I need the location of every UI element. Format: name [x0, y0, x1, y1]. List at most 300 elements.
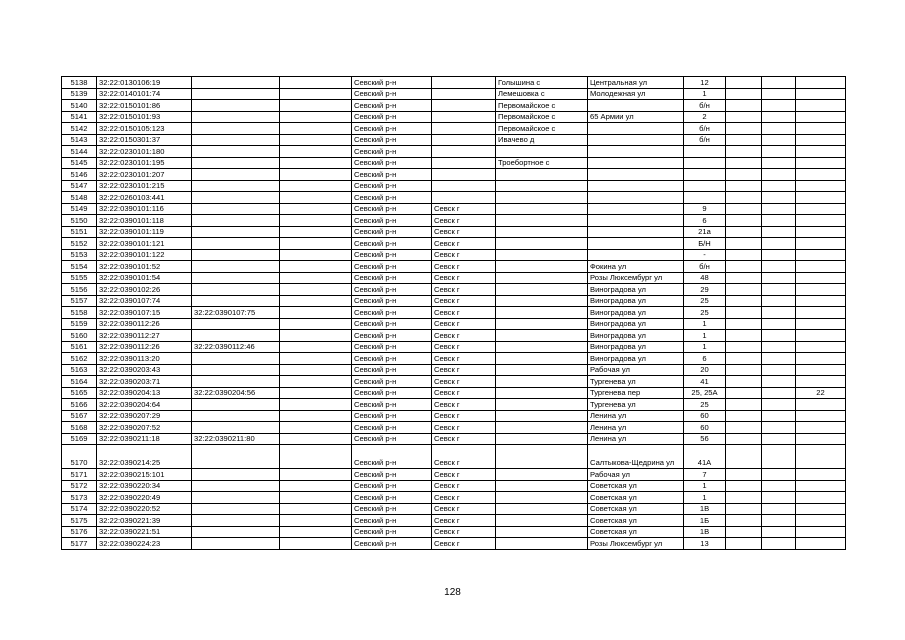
- empty-cell: [762, 295, 796, 307]
- empty-cell: [726, 146, 762, 158]
- cadastral-number-cell: 32:22:0390102:26: [97, 284, 192, 296]
- street-cell: Розы Люксембург ул: [588, 538, 684, 550]
- linked-cadastral-number-cell: [192, 503, 280, 515]
- empty-cell: [762, 469, 796, 481]
- cadastral-number-cell: 32:22:0390220:49: [97, 492, 192, 504]
- street-cell: Советская ул: [588, 515, 684, 527]
- locality-cell: [496, 330, 588, 342]
- empty-cell: [762, 376, 796, 388]
- empty-cell: [280, 469, 352, 481]
- street-cell: [588, 157, 684, 169]
- empty-cell: [726, 399, 762, 411]
- empty-cell: [726, 295, 762, 307]
- row-number-cell: 5160: [62, 330, 97, 342]
- empty-cell: [762, 318, 796, 330]
- city-cell: Севск г: [432, 203, 496, 215]
- empty-cell: [726, 249, 762, 261]
- empty-cell: [762, 364, 796, 376]
- city-cell: Севск г: [432, 399, 496, 411]
- cadastral-number-cell: 32:22:0230101:195: [97, 157, 192, 169]
- empty-cell: [762, 387, 796, 399]
- empty-cell: [280, 387, 352, 399]
- locality-cell: [496, 307, 588, 319]
- city-cell: [432, 192, 496, 204]
- district-cell: Севский р-н: [352, 492, 432, 504]
- locality-cell: [496, 353, 588, 365]
- empty-cell: [762, 307, 796, 319]
- cadastral-number-cell: 32:22:0390113:20: [97, 353, 192, 365]
- extra-value-cell: [796, 353, 846, 365]
- row-number-cell: 5171: [62, 469, 97, 481]
- empty-cell: [280, 226, 352, 238]
- empty-cell: [280, 376, 352, 388]
- linked-cadastral-number-cell: [192, 111, 280, 123]
- district-cell: Севский р-н: [352, 410, 432, 422]
- city-cell: [432, 157, 496, 169]
- city-cell: Севск г: [432, 284, 496, 296]
- empty-cell: [726, 77, 762, 89]
- district-cell: Севский р-н: [352, 364, 432, 376]
- house-number-cell: 1: [684, 341, 726, 353]
- empty-cell: [280, 526, 352, 538]
- linked-cadastral-number-cell: [192, 469, 280, 481]
- house-number-cell: 9: [684, 203, 726, 215]
- locality-cell: [496, 249, 588, 261]
- street-cell: [588, 146, 684, 158]
- row-number-cell: 5175: [62, 515, 97, 527]
- city-cell: Севск г: [432, 318, 496, 330]
- city-cell: Севск г: [432, 538, 496, 550]
- house-number-cell: 25: [684, 295, 726, 307]
- district-cell: Севский р-н: [352, 538, 432, 550]
- empty-cell: [762, 111, 796, 123]
- empty-cell: [726, 469, 762, 481]
- locality-cell: [496, 203, 588, 215]
- table-row: [62, 341, 846, 353]
- empty-cell: [762, 146, 796, 158]
- cadastral-number-cell: 32:22:0390101:119: [97, 226, 192, 238]
- city-cell: Севск г: [432, 307, 496, 319]
- table-row: [62, 238, 846, 250]
- row-number-cell: 5157: [62, 295, 97, 307]
- linked-cadastral-number-cell: [192, 169, 280, 181]
- extra-value-cell: [796, 422, 846, 434]
- cadastral-number-cell: 32:22:0140101:74: [97, 88, 192, 100]
- street-cell: [588, 180, 684, 192]
- cadastral-number-cell: 32:22:0390204:13: [97, 387, 192, 399]
- table-row: [62, 503, 846, 515]
- empty-cell: [762, 538, 796, 550]
- district-cell: Севский р-н: [352, 134, 432, 146]
- city-cell: [432, 180, 496, 192]
- city-cell: Севск г: [432, 341, 496, 353]
- cadastral-number-cell: 32:22:0130106:19: [97, 77, 192, 89]
- cadastral-number-cell: 32:22:0390204:64: [97, 399, 192, 411]
- row-number-cell: 5155: [62, 272, 97, 284]
- cadastral-number-cell: 32:22:0390101:54: [97, 272, 192, 284]
- linked-cadastral-number-cell: [192, 284, 280, 296]
- empty-cell: [762, 123, 796, 135]
- empty-cell: [280, 272, 352, 284]
- city-cell: [432, 111, 496, 123]
- table-row: [62, 318, 846, 330]
- house-number-cell: 1: [684, 492, 726, 504]
- extra-value-cell: [796, 480, 846, 492]
- table-row: [62, 203, 846, 215]
- empty-cell: [762, 249, 796, 261]
- city-cell: Севск г: [432, 387, 496, 399]
- empty-cell: [280, 307, 352, 319]
- row-number-cell: 5161: [62, 341, 97, 353]
- locality-cell: [496, 146, 588, 158]
- empty-cell: [280, 169, 352, 181]
- linked-cadastral-number-cell: [192, 261, 280, 273]
- city-cell: Севск г: [432, 469, 496, 481]
- house-number-cell: [684, 157, 726, 169]
- locality-cell: [496, 364, 588, 376]
- linked-cadastral-number-cell: [192, 215, 280, 227]
- linked-cadastral-number-cell: [192, 376, 280, 388]
- row-number-cell: 5176: [62, 526, 97, 538]
- row-number-cell: 5142: [62, 123, 97, 135]
- empty-cell: [762, 330, 796, 342]
- extra-value-cell: [796, 295, 846, 307]
- row-number-cell: 5149: [62, 203, 97, 215]
- house-number-cell: [684, 192, 726, 204]
- cadastral-number-cell: 32:22:0390101:118: [97, 215, 192, 227]
- empty-cell: [280, 192, 352, 204]
- row-number-cell: 5172: [62, 480, 97, 492]
- empty-cell: [280, 515, 352, 527]
- extra-value-cell: [796, 111, 846, 123]
- table-row: [62, 111, 846, 123]
- house-number-cell: б/н: [684, 261, 726, 273]
- street-cell: Советская ул: [588, 503, 684, 515]
- district-cell: Севский р-н: [352, 169, 432, 181]
- street-cell: Виноградова ул: [588, 284, 684, 296]
- linked-cadastral-number-cell: [192, 318, 280, 330]
- extra-value-cell: [796, 226, 846, 238]
- table-row: [62, 146, 846, 158]
- cadastral-number-cell: 32:22:0390101:116: [97, 203, 192, 215]
- table-row: [62, 330, 846, 342]
- table-row: [62, 307, 846, 319]
- empty-cell: [762, 445, 796, 469]
- empty-cell: [762, 157, 796, 169]
- row-number-cell: 5140: [62, 100, 97, 112]
- extra-value-cell: [796, 203, 846, 215]
- city-cell: Севск г: [432, 422, 496, 434]
- cadastral-number-cell: 32:22:0390101:122: [97, 249, 192, 261]
- empty-cell: [726, 134, 762, 146]
- table-row: [62, 480, 846, 492]
- linked-cadastral-number-cell: [192, 492, 280, 504]
- street-cell: Тургенева ул: [588, 399, 684, 411]
- extra-value-cell: [796, 341, 846, 353]
- locality-cell: [496, 192, 588, 204]
- street-cell: [588, 192, 684, 204]
- empty-cell: [280, 77, 352, 89]
- house-number-cell: 60: [684, 410, 726, 422]
- street-cell: Виноградова ул: [588, 341, 684, 353]
- linked-cadastral-number-cell: [192, 480, 280, 492]
- empty-cell: [762, 526, 796, 538]
- locality-cell: [496, 261, 588, 273]
- locality-cell: Первомайское с: [496, 123, 588, 135]
- city-cell: Севск г: [432, 226, 496, 238]
- empty-cell: [726, 203, 762, 215]
- house-number-cell: 60: [684, 422, 726, 434]
- street-cell: Ленина ул: [588, 433, 684, 445]
- empty-cell: [280, 318, 352, 330]
- house-number-cell: 41: [684, 376, 726, 388]
- district-cell: Севский р-н: [352, 376, 432, 388]
- extra-value-cell: [796, 538, 846, 550]
- empty-cell: [726, 503, 762, 515]
- street-cell: Виноградова ул: [588, 330, 684, 342]
- city-cell: Севск г: [432, 249, 496, 261]
- linked-cadastral-number-cell: [192, 249, 280, 261]
- row-number-cell: 5141: [62, 111, 97, 123]
- district-cell: Севский р-н: [352, 399, 432, 411]
- district-cell: Севский р-н: [352, 330, 432, 342]
- empty-cell: [280, 492, 352, 504]
- extra-value-cell: [796, 88, 846, 100]
- street-cell: [588, 249, 684, 261]
- city-cell: [432, 88, 496, 100]
- street-cell: [588, 226, 684, 238]
- empty-cell: [762, 169, 796, 181]
- locality-cell: [496, 284, 588, 296]
- extra-value-cell: [796, 469, 846, 481]
- table-row: [62, 284, 846, 296]
- house-number-cell: 13: [684, 538, 726, 550]
- table-row: [62, 77, 846, 89]
- district-cell: Севский р-н: [352, 272, 432, 284]
- table-row: [62, 445, 846, 469]
- locality-cell: [496, 169, 588, 181]
- locality-cell: [496, 180, 588, 192]
- street-cell: Виноградова ул: [588, 307, 684, 319]
- extra-value-cell: [796, 100, 846, 112]
- empty-cell: [280, 123, 352, 135]
- empty-cell: [726, 364, 762, 376]
- empty-cell: [726, 410, 762, 422]
- house-number-cell: б/н: [684, 100, 726, 112]
- linked-cadastral-number-cell: [192, 364, 280, 376]
- linked-cadastral-number-cell: [192, 134, 280, 146]
- locality-cell: [496, 295, 588, 307]
- street-cell: [588, 203, 684, 215]
- empty-cell: [726, 433, 762, 445]
- empty-cell: [726, 261, 762, 273]
- district-cell: Севский р-н: [352, 307, 432, 319]
- extra-value-cell: [796, 77, 846, 89]
- row-number-cell: 5138: [62, 77, 97, 89]
- cadastral-number-cell: 32:22:0390107:15: [97, 307, 192, 319]
- empty-cell: [762, 192, 796, 204]
- empty-cell: [726, 180, 762, 192]
- row-number-cell: 5152: [62, 238, 97, 250]
- empty-cell: [726, 169, 762, 181]
- linked-cadastral-number-cell: 32:22:0390204:56: [192, 387, 280, 399]
- empty-cell: [726, 284, 762, 296]
- cadastral-number-cell: 32:22:0390220:34: [97, 480, 192, 492]
- house-number-cell: б/н: [684, 123, 726, 135]
- district-cell: Севский р-н: [352, 387, 432, 399]
- house-number-cell: [684, 146, 726, 158]
- city-cell: [432, 146, 496, 158]
- table-row: [62, 261, 846, 273]
- empty-cell: [726, 538, 762, 550]
- city-cell: Севск г: [432, 353, 496, 365]
- house-number-cell: 20: [684, 364, 726, 376]
- table-row: [62, 123, 846, 135]
- row-number-cell: 5168: [62, 422, 97, 434]
- row-number-cell: 5174: [62, 503, 97, 515]
- locality-cell: [496, 445, 588, 469]
- linked-cadastral-number-cell: [192, 180, 280, 192]
- district-cell: Севский р-н: [352, 215, 432, 227]
- empty-cell: [726, 376, 762, 388]
- linked-cadastral-number-cell: [192, 238, 280, 250]
- linked-cadastral-number-cell: [192, 295, 280, 307]
- linked-cadastral-number-cell: [192, 422, 280, 434]
- street-cell: Советская ул: [588, 492, 684, 504]
- cadastral-number-cell: 32:22:0390112:26: [97, 341, 192, 353]
- empty-cell: [280, 433, 352, 445]
- extra-value-cell: [796, 146, 846, 158]
- empty-cell: [726, 215, 762, 227]
- empty-cell: [280, 422, 352, 434]
- empty-cell: [762, 215, 796, 227]
- district-cell: Севский р-н: [352, 203, 432, 215]
- house-number-cell: 1: [684, 330, 726, 342]
- district-cell: Севский р-н: [352, 100, 432, 112]
- cadastral-number-cell: 32:22:0390224:23: [97, 538, 192, 550]
- district-cell: Севский р-н: [352, 422, 432, 434]
- street-cell: Рабочая ул: [588, 364, 684, 376]
- linked-cadastral-number-cell: [192, 100, 280, 112]
- linked-cadastral-number-cell: 32:22:0390211:80: [192, 433, 280, 445]
- cadastral-number-cell: 32:22:0390211:18: [97, 433, 192, 445]
- cadastral-number-cell: 32:22:0260103:441: [97, 192, 192, 204]
- district-cell: Севский р-н: [352, 261, 432, 273]
- empty-cell: [280, 100, 352, 112]
- cadastral-number-cell: 32:22:0390107:74: [97, 295, 192, 307]
- extra-value-cell: [796, 515, 846, 527]
- empty-cell: [280, 249, 352, 261]
- linked-cadastral-number-cell: [192, 272, 280, 284]
- city-cell: Севск г: [432, 272, 496, 284]
- table-row: [62, 100, 846, 112]
- extra-value-cell: [796, 215, 846, 227]
- extra-value-cell: [796, 169, 846, 181]
- empty-cell: [726, 192, 762, 204]
- cadastral-number-cell: 32:22:0230101:215: [97, 180, 192, 192]
- extra-value-cell: [796, 399, 846, 411]
- street-cell: Ленина ул: [588, 422, 684, 434]
- city-cell: Севск г: [432, 410, 496, 422]
- empty-cell: [726, 157, 762, 169]
- city-cell: Севск г: [432, 364, 496, 376]
- extra-value-cell: [796, 192, 846, 204]
- cadastral-number-cell: 32:22:0230101:207: [97, 169, 192, 181]
- locality-cell: Первомайское с: [496, 100, 588, 112]
- table-row: [62, 515, 846, 527]
- locality-cell: [496, 422, 588, 434]
- page-number: 128: [444, 587, 461, 598]
- district-cell: Севский р-н: [352, 284, 432, 296]
- table-row: [62, 88, 846, 100]
- linked-cadastral-number-cell: [192, 538, 280, 550]
- extra-value-cell: [796, 123, 846, 135]
- empty-cell: [726, 387, 762, 399]
- empty-cell: [762, 341, 796, 353]
- empty-cell: [726, 492, 762, 504]
- cadastral-number-cell: 32:22:0390221:39: [97, 515, 192, 527]
- extra-value-cell: [796, 410, 846, 422]
- city-cell: Севск г: [432, 433, 496, 445]
- linked-cadastral-number-cell: [192, 330, 280, 342]
- house-number-cell: 12: [684, 77, 726, 89]
- table-row: [62, 192, 846, 204]
- district-cell: Севский р-н: [352, 515, 432, 527]
- locality-cell: [496, 433, 588, 445]
- district-cell: Севский р-н: [352, 318, 432, 330]
- extra-value-cell: [796, 330, 846, 342]
- extra-value-cell: 22: [796, 387, 846, 399]
- empty-cell: [726, 111, 762, 123]
- empty-cell: [762, 480, 796, 492]
- empty-cell: [726, 330, 762, 342]
- house-number-cell: 29: [684, 284, 726, 296]
- table-row: [62, 226, 846, 238]
- house-number-cell: 21а: [684, 226, 726, 238]
- empty-cell: [726, 88, 762, 100]
- district-cell: Севский р-н: [352, 480, 432, 492]
- empty-cell: [280, 203, 352, 215]
- house-number-cell: 48: [684, 272, 726, 284]
- row-number-cell: 5147: [62, 180, 97, 192]
- cadastral-number-cell: 32:22:0150101:86: [97, 100, 192, 112]
- empty-cell: [280, 238, 352, 250]
- empty-cell: [762, 226, 796, 238]
- city-cell: Севск г: [432, 480, 496, 492]
- extra-value-cell: [796, 249, 846, 261]
- house-number-cell: Б/Н: [684, 238, 726, 250]
- extra-value-cell: [796, 376, 846, 388]
- locality-cell: [496, 526, 588, 538]
- empty-cell: [280, 399, 352, 411]
- empty-cell: [280, 353, 352, 365]
- locality-cell: [496, 387, 588, 399]
- empty-cell: [280, 284, 352, 296]
- empty-cell: [280, 503, 352, 515]
- table-row: [62, 538, 846, 550]
- row-number-cell: 5139: [62, 88, 97, 100]
- city-cell: [432, 169, 496, 181]
- empty-cell: [726, 318, 762, 330]
- city-cell: Севск г: [432, 503, 496, 515]
- table-row: [62, 169, 846, 181]
- city-cell: Севск г: [432, 526, 496, 538]
- table-row: [62, 180, 846, 192]
- linked-cadastral-number-cell: 32:22:0390107:75: [192, 307, 280, 319]
- locality-cell: [496, 341, 588, 353]
- extra-value-cell: [796, 238, 846, 250]
- empty-cell: [280, 88, 352, 100]
